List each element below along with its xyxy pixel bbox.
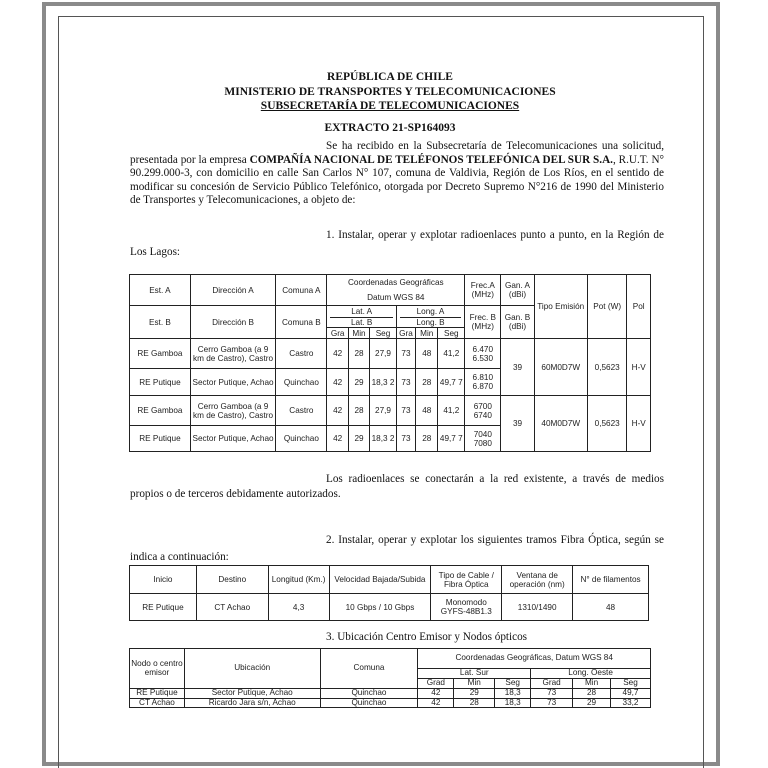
table-cell: 28 (416, 369, 438, 396)
table-cell: Gra (327, 328, 348, 339)
table-cell: 49,7 7 (438, 426, 465, 452)
header-subsecretary: SUBSECRETARÍA DE TELECOMUNICACIONES (260, 100, 520, 112)
table-cell: 6.470 6.530 (465, 339, 501, 369)
table-cell: Ubicación (184, 649, 320, 689)
table-cell: Quinchao (320, 698, 418, 708)
table-cell: Min (348, 328, 369, 339)
table-cell: Min (416, 328, 438, 339)
table-row (130, 396, 651, 426)
table-cell: RE Putique (130, 594, 197, 621)
header-ministry: MINISTERIO DE TRANSPORTES Y TELECOMUNICACIONES (224, 86, 556, 98)
col-frec-b: Frec. B (MHz) (465, 306, 501, 339)
table-cell: N° de filamentos (573, 566, 649, 594)
table-cell: 41,2 (438, 339, 465, 369)
table-cell: 29 (454, 689, 495, 699)
table-cell: 40M0D7W (534, 396, 587, 452)
table-cell: Sector Putique, Achao (190, 426, 275, 452)
table-cell: Lat. Sur (418, 669, 531, 679)
table-cell: Longitud (Km.) (268, 566, 329, 594)
table-cell: Velocidad Bajada/Subida (329, 566, 431, 594)
table-cell: Quinchao (276, 369, 327, 396)
table-cell: Sector Putique, Achao (190, 369, 275, 396)
table-cell: 1310/1490 (502, 594, 573, 621)
table-cell: 28 (348, 339, 369, 369)
table-cell: 27,9 (370, 396, 397, 426)
table-cell: 0,5623 (587, 396, 627, 452)
table-cell: 39 (501, 396, 534, 452)
table-cell: Quinchao (276, 426, 327, 452)
table-cell: 10 Gbps / 10 Gbps (329, 594, 431, 621)
table-cell: 29 (573, 698, 611, 708)
table-cell: CT Achao (196, 594, 268, 621)
col-lat-a: Lat. A Lat. B (327, 306, 396, 328)
table-cell: Cerro Gamboa (a 9 km de Castro), Castro (190, 339, 275, 369)
table-cell: 42 (327, 396, 348, 426)
table-cell: RE Putique (130, 369, 191, 396)
table-cell: 48 (416, 339, 438, 369)
table-cell: 42 (327, 339, 348, 369)
table-cell: 29 (348, 369, 369, 396)
table-cell: 60M0D7W (534, 339, 587, 396)
table-cell: 28 (454, 698, 495, 708)
table-cell: Seg (495, 679, 531, 689)
table-cell: 73 (396, 426, 415, 452)
col-est-a: Est. A (130, 275, 191, 306)
table-cell: 28 (416, 426, 438, 452)
table-cell: Tipo de Cable / Fibra Óptica (431, 566, 502, 594)
col-comuna-a: Comuna A (276, 275, 327, 306)
col-coords: Coordenadas Geográficas Datum WGS 84 (327, 275, 465, 306)
table-cell: 28 (573, 689, 611, 699)
table-cell: Seg (370, 328, 397, 339)
table-cell: 28 (348, 396, 369, 426)
table-cell: 18,3 (495, 698, 531, 708)
table-cell: 73 (396, 369, 415, 396)
table-cell: Destino (196, 566, 268, 594)
node-table (129, 648, 651, 708)
table-cell: Inicio (130, 566, 197, 594)
table-cell: 6700 6740 (465, 396, 501, 426)
table-cell: 49,7 7 (438, 369, 465, 396)
table-cell: Sector Putique, Achao (184, 689, 320, 699)
table-cell: Seg (438, 328, 465, 339)
table-cell: 41,2 (438, 396, 465, 426)
table-cell: 0,5623 (587, 339, 627, 396)
table-cell: Coordenadas Geográficas, Datum WGS 84 (418, 649, 651, 669)
col-est-b: Est. B (130, 306, 191, 339)
table-cell: Castro (276, 339, 327, 369)
table-cell: 48 (573, 594, 649, 621)
table-cell: 73 (396, 339, 415, 369)
table-cell: Cerro Gamboa (a 9 km de Castro), Castro (190, 396, 275, 426)
table-cell: 33,2 (611, 698, 651, 708)
header-republic: REPÚBLICA DE CHILE (327, 71, 453, 83)
table-row (130, 689, 651, 699)
extract-number: EXTRACTO 21-SP164093 (324, 122, 456, 134)
table-row (130, 339, 651, 369)
table-cell: Gra (396, 328, 415, 339)
col-gan-b: Gan. B (dBi) (501, 306, 534, 339)
table-cell: CT Achao (130, 698, 185, 708)
table-cell: H-V (627, 396, 651, 452)
table-cell: 42 (327, 426, 348, 452)
table-cell: 73 (531, 689, 573, 699)
table-cell: 4,3 (268, 594, 329, 621)
table-cell: RE Gamboa (130, 339, 191, 369)
table-cell: 29 (348, 426, 369, 452)
table-cell: 73 (396, 396, 415, 426)
col-comuna-b: Comuna B (276, 306, 327, 339)
company-name: COMPAÑÍA NACIONAL DE TELÉFONOS TELEFÓNICA DEL SUR S.A. (249, 153, 613, 166)
table-cell: RE Gamboa (130, 396, 191, 426)
item-1: 1. Instalar, operar y explotar radioenlaces punto a punto, en la Región de Los Lagos: (130, 229, 664, 258)
table-cell: Ricardo Jara s/n, Achao (184, 698, 320, 708)
col-dir-a: Dirección A (190, 275, 275, 306)
table-cell: Seg (611, 679, 651, 689)
table-cell: RE Putique (130, 426, 191, 452)
col-tipo: Tipo Emisión (534, 275, 587, 339)
table-cell: 27,9 (370, 339, 397, 369)
table-cell: Nodo o centro emisor (130, 649, 185, 689)
table-cell: RE Putique (130, 689, 185, 699)
table-cell: Ventana de operación (nm) (502, 566, 573, 594)
table-cell: 49,7 (611, 689, 651, 699)
table-cell: 7040 7080 (465, 426, 501, 452)
col-long-a: Long. A Long. B (396, 306, 464, 328)
col-dir-b: Dirección B (190, 306, 275, 339)
table-cell: 42 (418, 689, 454, 699)
table-cell: Monomodo GYFS-48B1.3 (431, 594, 502, 621)
intro-paragraph: Se ha recibido en la Subsecretaría de Telecomunicaciones una solicitud, presentada por la empresa COMPAÑÍA NACIONAL DE TELÉFONOS TELEFÓNICA DEL SUR S.A., R.U.T. N° 90.299.000-3, con domicilio en calle San Carlos N° 107, comuna de Valdivia, Región de Los Ríos, en el sentido de modificar su concesión de Servicio Público Telefónico, otorgada por Decreto Supremo N°216 de 1990 del Ministerio de Transportes y Telecomunicaciones, a objeto de: (130, 140, 664, 206)
col-gan-a: Gan. A (dBi) (501, 275, 534, 306)
table-row (130, 594, 649, 621)
table-cell: 18,3 (495, 689, 531, 699)
table-cell: 39 (501, 339, 534, 396)
table-cell: Min (573, 679, 611, 689)
table-cell: 48 (416, 396, 438, 426)
item-2: 2. Instalar, operar y explotar los siguientes tramos Fibra Óptica, según se indica a continuación: (130, 534, 664, 563)
table-cell: 42 (418, 698, 454, 708)
table-cell: 73 (531, 698, 573, 708)
col-frec-a: Frec.A (MHz) (465, 275, 501, 306)
col-pol: Pol (627, 275, 651, 339)
table-row (130, 698, 651, 708)
table-cell: Castro (276, 396, 327, 426)
table-cell: Min (454, 679, 495, 689)
radiolink-note: Los radioenlaces se conectarán a la red existente, a través de medios propios o de terceros debidamente autorizados. (130, 473, 664, 500)
table-cell: 6.810 6.870 (465, 369, 501, 396)
table-cell: 42 (327, 369, 348, 396)
item-3: 3. Ubicación Centro Emisor y Nodos ópticos (326, 631, 528, 643)
table-cell: Quinchao (320, 689, 418, 699)
table-cell: Grad (418, 679, 454, 689)
table-cell: 18,3 2 (370, 426, 397, 452)
table-cell: Grad (531, 679, 573, 689)
fiber-table (129, 565, 649, 621)
table-cell: 18,3 2 (370, 369, 397, 396)
radiolink-table (129, 274, 651, 452)
table-cell: Long. Oeste (531, 669, 651, 679)
table-cell: H-V (627, 339, 651, 396)
table-cell: Comuna (320, 649, 418, 689)
col-pot: Pot (W) (587, 275, 627, 339)
